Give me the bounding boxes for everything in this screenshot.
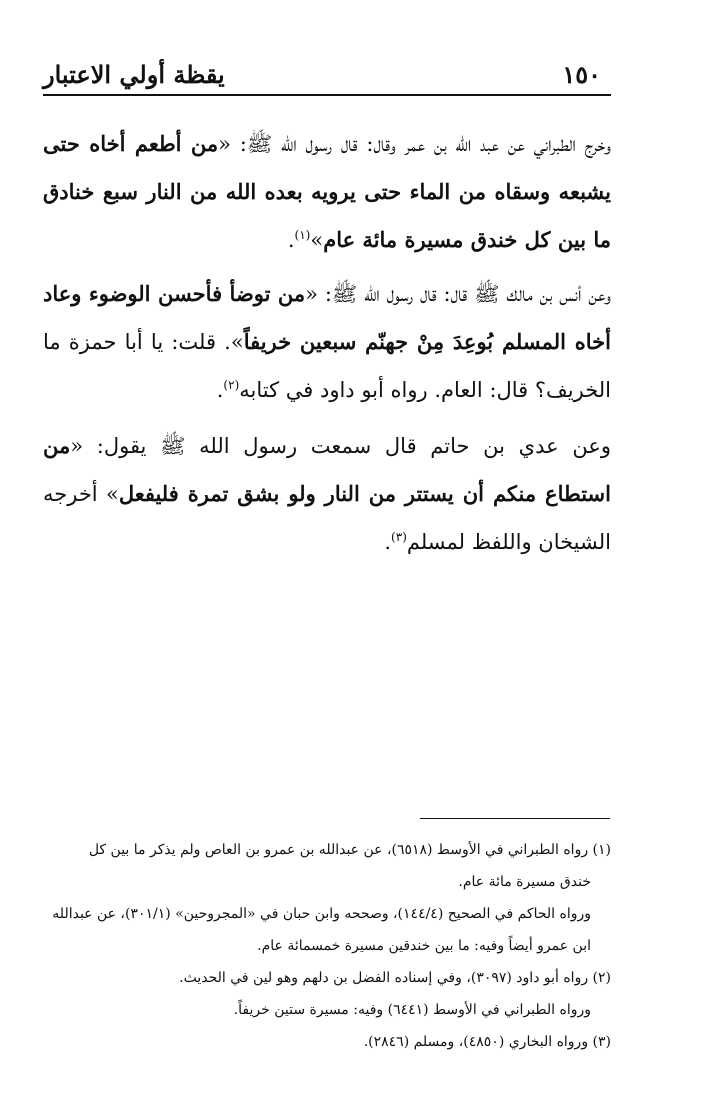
footnote-line: خندق مسيرة مائة عام.	[458, 874, 591, 890]
footnote-line: ورواه الطبراني في الأوسط (٦٤٤١) وفيه: مسيرة ستين خريفاً.	[233, 1002, 591, 1018]
footnote-line: (٣) ورواه البخاري (٤٨٥٠)، ومسلم (٢٨٤٦).	[363, 1034, 611, 1050]
footnote-separator	[420, 818, 610, 819]
paragraph-close: » أخرجه الشيخان واللفظ لمسلم	[43, 482, 611, 554]
paragraph-close: »	[310, 228, 324, 252]
footnote-line: ابن عمرو أيضاً وفيه: ما بين خندقين مسيرة خمسمائة عام.	[257, 938, 591, 954]
footnote-line: (١) رواه الطبراني في الأوسط (٦٥١٨)، عن عبدالله بن عمرو بن العاص ولم يذكر ما بين كل	[88, 842, 611, 858]
footnote-line: ورواه الحاكم في الصحيح (١٤٤/٤)، وصححه وابن حبان في «المجروحين» (٣٠١/١)، عن عبدالله	[52, 906, 591, 922]
hadith-text: من استطاع منكم أن يستتر من النار ولو بشق تمرة فليفعل	[43, 433, 611, 506]
footnote-line: (٢) رواه أبو داود (٣٠٩٧)، وفي إسناده الفضل بن دلهم وهو لين في الحديث.	[179, 970, 611, 986]
paragraph-intro: وخرج الطبراني عن عبد الله بن عمر وقال: قال رسول الله ﷺ: «	[218, 132, 611, 156]
running-title: يقظة أولي الاعتبار	[43, 60, 225, 89]
paragraph-end: .	[384, 530, 392, 554]
footnote-ref: (٢)	[223, 378, 240, 392]
paragraph-close: ». قلت: يا أبا حمزة ما الخريف؟ قال: العام. رواه أبو داود في كتابه	[43, 330, 611, 402]
paragraph-end: .	[287, 228, 295, 252]
paragraph-1	[43, 120, 611, 264]
header-rule	[43, 94, 611, 96]
footnote-ref: (١)	[294, 228, 311, 242]
paragraph-intro: وعن عدي بن حاتم قال سمعت رسول الله ﷺ يقول: «	[70, 434, 611, 458]
hadith-text: من توضأ فأحسن الوضوء وعاد أخاه المسلم بُوعِدَ مِنْ جهنّم سبعين خريفاً	[43, 281, 611, 354]
paragraph-intro: وعن أنس بن مالك ﷺ قال: قال رسول الله ﷺ: «	[305, 282, 611, 306]
paragraph-3	[43, 422, 611, 566]
footnote-ref: (٣)	[391, 530, 407, 544]
paragraph-2	[43, 270, 611, 414]
hadith-text: من أطعم أخاه حتى يشبعه وسقاه من الماء حتى يرويه بعده الله من النار سبع خنادق ما بين كل خندق مسيرة مائة عام	[43, 131, 611, 252]
page-number: ١٥٠	[562, 60, 601, 89]
footnotes	[43, 834, 611, 1058]
paragraph-end: .	[216, 378, 224, 402]
page-header	[43, 60, 611, 94]
